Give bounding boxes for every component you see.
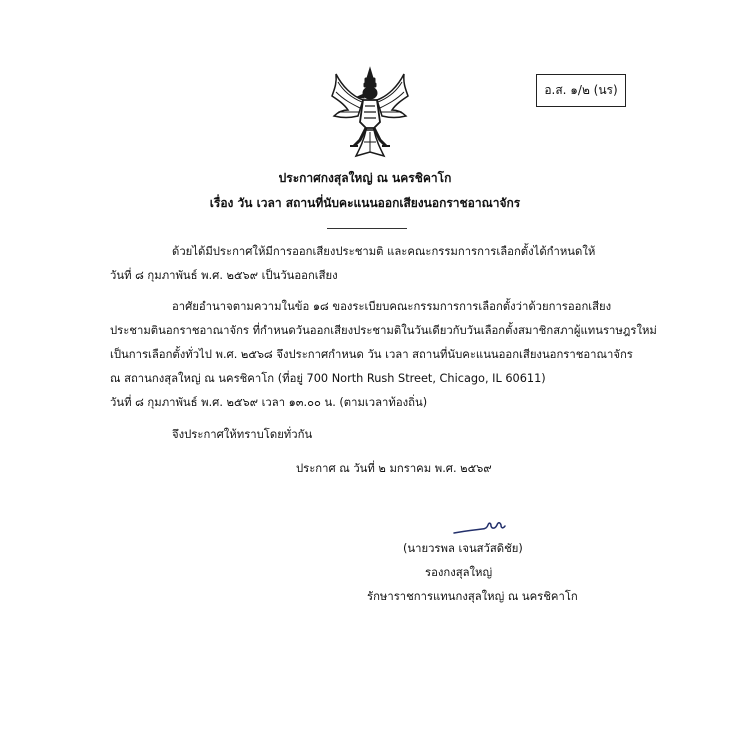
garuda-emblem-icon	[330, 66, 410, 158]
title-divider	[327, 228, 407, 229]
paragraph-2-line-5: วันที่ ๘ กุมภาพันธ์ พ.ศ. ๒๕๖๙ เวลา ๑๓.๐๐ น. (ตามเวลาท้องถิ่น)	[110, 396, 428, 409]
announcement-date: ประกาศ ณ วันที่ ๒ มกราคม พ.ศ. ๒๕๖๙	[296, 462, 492, 475]
announcement-subject: เรื่อง วัน เวลา สถานที่นับคะแนนออกเสียงนอกราชอาณาจักร	[209, 196, 521, 210]
announcement-title: ประกาศกงสุลใหญ่ ณ นครชิคาโก	[278, 171, 452, 185]
paragraph-2-line-3: เป็นการเลือกตั้งทั่วไป พ.ศ. ๒๕๖๘ จึงประกาศกำหนด วัน เวลา สถานที่นับคะแนนออกเสียงนอกราชอาณาจักร	[110, 348, 633, 361]
signer-acting-position: รักษาราชการแทนกงสุลใหญ่ ณ นครชิคาโก	[367, 590, 578, 603]
paragraph-2-line-2: ประชามตินอกราชอาณาจักร ที่กำหนดวันออกเสียงประชามติในวันเดียวกับวันเลือกตั้งสมาชิกสภาผู้แทนราษฎรใหม่	[110, 324, 657, 337]
signer-name: (นายวรพล เจนสวัสดิชัย)	[403, 542, 523, 555]
paragraph-1-line-1: ด้วยได้มีประกาศให้มีการออกเสียงประชามติ และคณะกรรมการการเลือกตั้งได้กำหนดให้	[172, 245, 596, 258]
form-code-box: อ.ส. ๑/๒ (นร)	[536, 74, 626, 107]
paragraph-1-line-2: วันที่ ๘ กุมภาพันธ์ พ.ศ. ๒๕๖๙ เป็นวันออกเสียง	[110, 269, 338, 282]
paragraph-2-line-1: อาศัยอำนาจตามความในข้อ ๑๘ ของระเบียบคณะกรรมการการเลือกตั้งว่าด้วยการออกเสียง	[172, 300, 612, 313]
handwritten-signature	[452, 514, 506, 538]
signer-position: รองกงสุลใหญ่	[425, 566, 493, 579]
paragraph-2-line-4: ณ สถานกงสุลใหญ่ ณ นครชิคาโก (ที่อยู่ 700 North Rush Street, Chicago, IL 60611)	[110, 372, 546, 385]
paragraph-3: จึงประกาศให้ทราบโดยทั่วกัน	[172, 428, 313, 441]
